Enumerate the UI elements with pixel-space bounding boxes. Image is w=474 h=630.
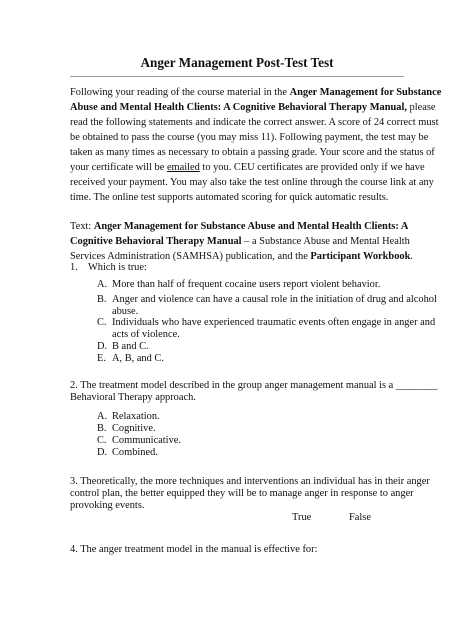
intro-line: received your payment. You may also take the test online through the course link at any [70, 177, 434, 188]
option-text: Combined. [112, 447, 158, 458]
text-ref-line: Text: Anger Management for Substance Abuse and Mental Health Clients: A [70, 221, 409, 232]
intro-line: Abuse and Mental Health Clients: A Cognitive Behavioral Therapy Manual, please [70, 102, 436, 113]
option-text: More than half of frequent cocaine users report violent behavior. [112, 279, 381, 290]
intro-line: taken as many times as necessary to obtain a passing grade. Your score and the status of [70, 147, 435, 158]
option-letter: E. [97, 353, 106, 364]
option-letter: B. [97, 294, 107, 305]
intro-line: your certificate will be emailed to you. CEU certificates are provided only if we have [70, 162, 425, 173]
false-option: False [349, 512, 371, 523]
question-line: control plan, the better equipped they will be to manage anger in response to anger [70, 488, 414, 499]
true-option: True [292, 512, 312, 523]
intro-line: time. The online test supports automated scoring for quick automatic results. [70, 192, 389, 203]
page-title: Anger Management Post-Test Test [140, 55, 334, 70]
option-text: B and C. [112, 341, 149, 352]
option-text: Cognitive. [112, 423, 156, 434]
title-divider [70, 76, 404, 77]
option-text: Anger and violence can have a causal role in the initiation of drug and alcohol [112, 294, 437, 305]
question-line: Behavioral Therapy approach. [70, 392, 196, 403]
option-letter: C. [97, 435, 107, 446]
intro-line: be obtained to pass the course (you may miss 11). Following payment, the test may be [70, 132, 429, 143]
option-letter: A. [97, 279, 108, 290]
intro-line: Following your reading of the course material in the Anger Management for Substance [70, 87, 442, 98]
question-line: 2. The treatment model described in the group anger management manual is a ________ [70, 380, 438, 391]
intro-line: read the following statements and indicate the correct answer. A score of 24 correct must [70, 117, 439, 128]
option-text: Individuals who have experienced traumatic events often engage in anger and [112, 317, 436, 328]
option-letter: A. [97, 411, 108, 422]
option-text: Communicative. [112, 435, 181, 446]
question-line: 3. Theoretically, the more techniques and interventions an individual has in their anger [70, 476, 430, 487]
question-line: provoking events. [70, 500, 145, 511]
text-ref-line: Services Administration (SAMHSA) publication, and the Participant Workbook. [70, 251, 413, 262]
question-line: 4. The anger treatment model in the manual is effective for: [70, 544, 318, 555]
question-stem: Which is true: [88, 262, 147, 273]
option-letter: B. [97, 423, 107, 434]
emailed-underlined: emailed [166, 162, 200, 173]
option-letter: D. [97, 447, 108, 458]
option-text: A, B, and C. [112, 353, 164, 364]
option-letter: C. [97, 317, 107, 328]
text-ref-line: Cognitive Behavioral Therapy Manual – a Substance Abuse and Mental Health [70, 236, 410, 247]
option-text-cont: acts of violence. [112, 329, 180, 340]
option-text: Relaxation. [112, 411, 160, 422]
option-text-cont: abuse. [112, 306, 139, 317]
option-letter: D. [97, 341, 108, 352]
question-number: 1. [70, 262, 78, 273]
